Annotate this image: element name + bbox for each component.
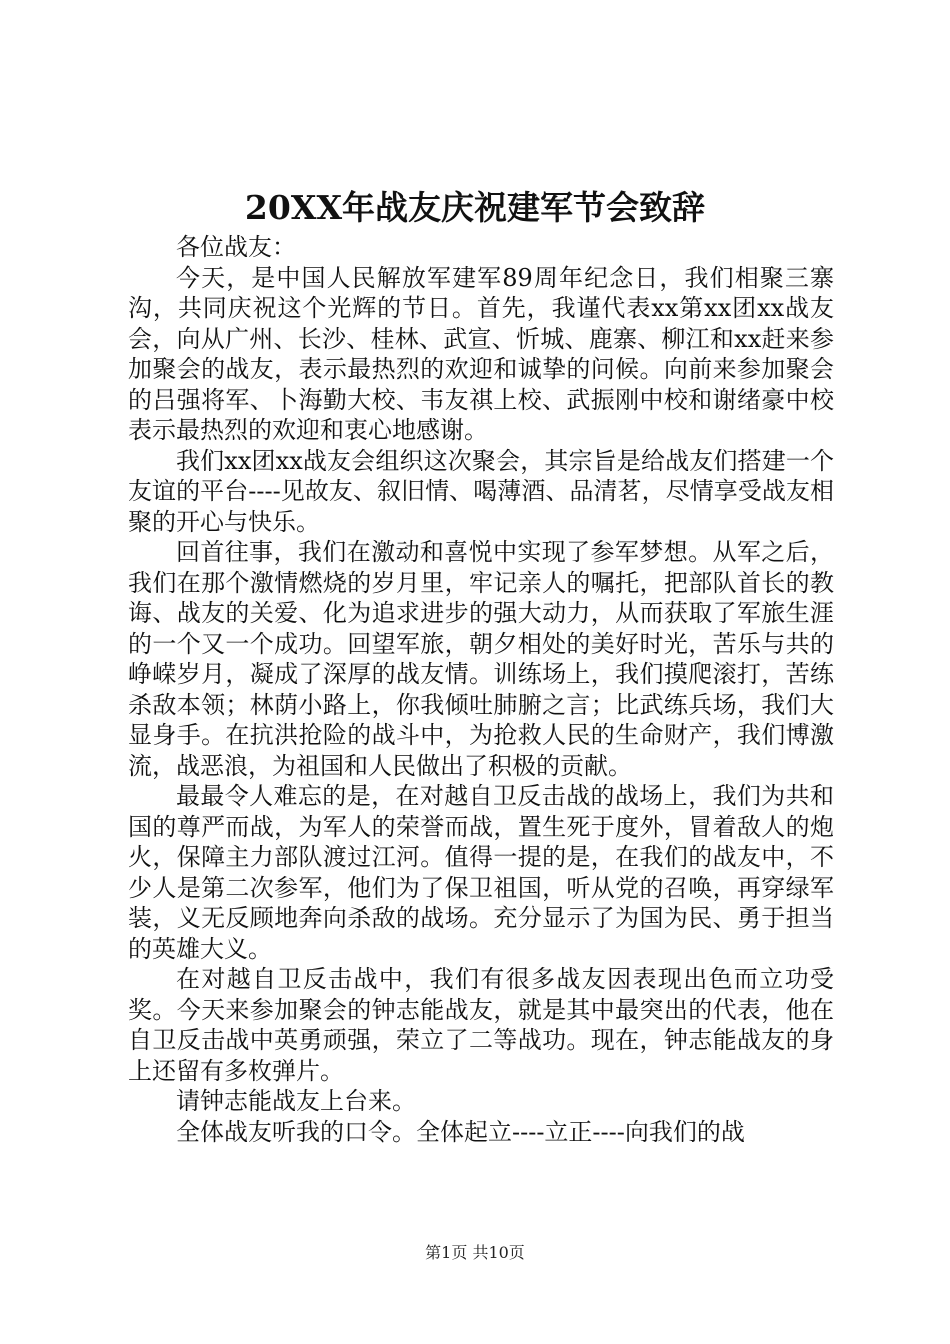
document-body (128, 232, 834, 1147)
salutation: 各位战友： (176, 233, 296, 261)
paragraph: 全体战友听我的口令。全体起立----立正----向我们的战 (176, 1117, 745, 1146)
page-footer (0, 1242, 950, 1264)
paragraph: 我们xx团xx战友会组织这次聚会，其宗旨是给战友们搭建一个友谊的平台----见故友、叙旧情、喝薄酒、品清茗，尽情享受战友相聚的开心与快乐。 (128, 446, 834, 536)
document-title: 20XX年战友庆祝建军节会致辞 (244, 188, 706, 227)
paragraph: 回首往事，我们在激动和喜悦中实现了参军梦想。从军之后，我们在那个激情燃烧的岁月里，牢记亲人的嘱托，把部队首长的教诲、战友的关爱、化为追求进步的强大动力，从而获取了军旅生涯的一个又一个成功。回望军旅，朝夕相处的美好时光，苦乐与共的峥嵘岁月，凝成了深厚的战友情。训练场上，我们摸爬滚打，苦练杀敌本领；林荫小路上，你我倾吐肺腑之言；比武练兵场，我们大显身手。在抗洪抢险的战斗中，为抢救人民的生命财产，我们博激流，战恶浪，为祖国和人民做出了积极的贡献。 (128, 538, 834, 780)
page-number-label: 第1页 共10页 (425, 1243, 525, 1262)
paragraph: 今天，是中国人民解放军建军89周年纪念日，我们相聚三寨沟，共同庆祝这个光辉的节日。首先，我谨代表xx第xx团xx战友会，向从广州、长沙、桂林、武宣、忻城、鹿寨、柳江和xx赶来参加聚会的战友，表示最热烈的欢迎和诚挚的问候。向前来参加聚会的吕强将军、卜海勤大校、韦友祺上校、武振刚中校和谢绪豪中校表示最热烈的欢迎和衷心地感谢。 (128, 263, 834, 444)
paragraph: 最最令人难忘的是，在对越自卫反击战的战场上，我们为共和国的尊严而战，为军人的荣誉而战，置生死于度外，冒着敌人的炮火，保障主力部队渡过江河。值得一提的是，在我们的战友中，不少人是第二次参军，他们为了保卫祖国，听从党的召唤，再穿绿军装，义无反顾地奔向杀敌的战场。充分显示了为国为民、勇于担当的英雄大义。 (128, 782, 834, 963)
paragraph: 请钟志能战友上台来。 (176, 1087, 416, 1115)
paragraph: 在对越自卫反击战中，我们有很多战友因表现出色而立功受奖。今天来参加聚会的钟志能战友，就是其中最突出的代表，他在自卫反击战中英勇顽强，荣立了二等战功。现在，钟志能战友的身上还留有多枚弹片。 (128, 965, 834, 1085)
